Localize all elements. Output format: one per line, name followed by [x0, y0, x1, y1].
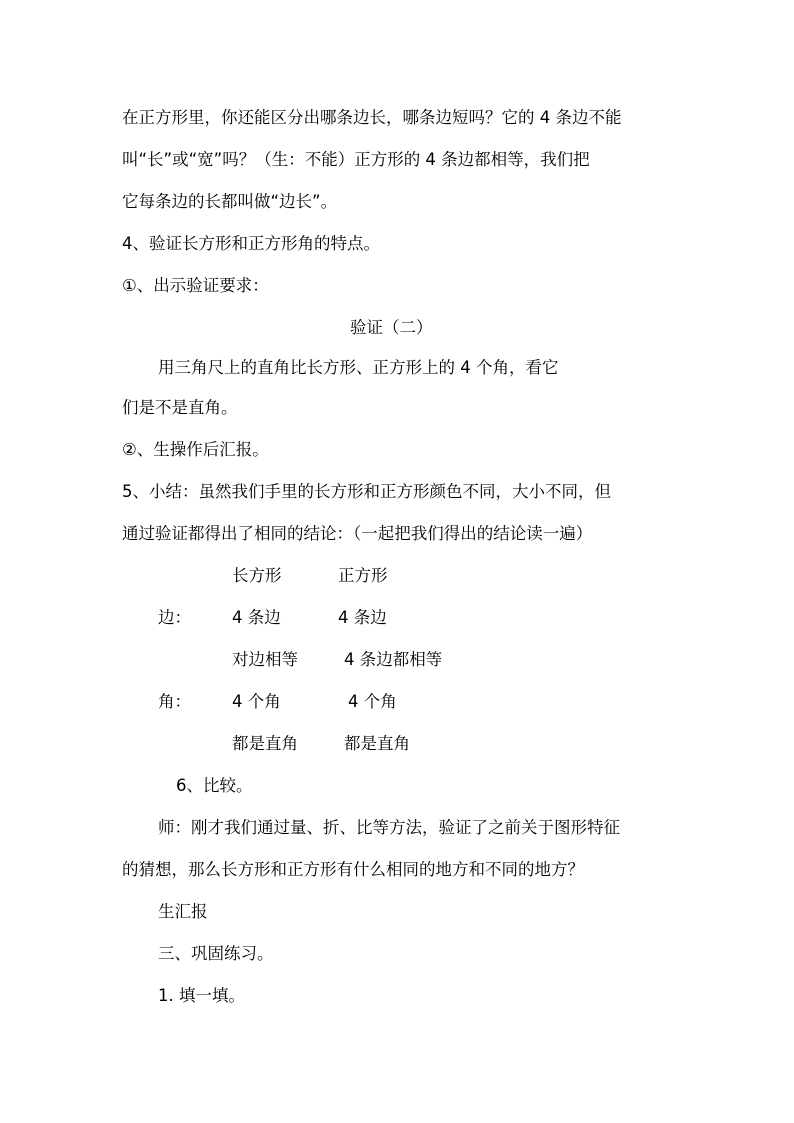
teacher-line-1: 师：刚才我们通过量、折、比等方法，验证了之前关于图形特征 — [158, 818, 620, 837]
header-square: 正方形 — [338, 566, 388, 585]
paragraph-line-1: 在正方形里，你还能区分出哪条边长，哪条边短吗？它的 4 条边不能 — [122, 108, 622, 127]
header-rectangle: 长方形 — [232, 566, 282, 585]
step-5-line-2: 通过验证都得出了相同的结论：（一起把我们得出的结论读一遍） — [122, 524, 593, 543]
edge-rect-1: 4 条边 — [232, 608, 281, 627]
teacher-line-2: 的猜想，那么长方形和正方形有什么相同的地方和不同的地方？ — [122, 860, 584, 879]
edge-label: 边： — [158, 608, 191, 627]
edge-square-1: 4 条边 — [338, 608, 387, 627]
verify-text-line-1: 用三角尺上的直角比长方形、正方形上的 4 个角，看它 — [158, 358, 559, 377]
verify-title: 验证（二） — [350, 318, 433, 337]
angle-label: 角： — [158, 692, 191, 711]
angle-square-1: 4 个角 — [348, 692, 397, 711]
step-5-line-1: 5、小结：虽然我们手里的长方形和正方形颜色不同，大小不同，但 — [122, 482, 611, 501]
angle-rect-1: 4 个角 — [232, 692, 281, 711]
paragraph-line-2: 叫“长”或“宽”吗？（生：不能）正方形的 4 条边都相等，我们把 — [122, 150, 590, 169]
student-report: 生汇报 — [158, 902, 208, 921]
angle-rect-2: 都是直角 — [232, 734, 298, 753]
step-4-heading: 4、验证长方形和正方形角的特点。 — [122, 234, 380, 253]
paragraph-line-3: 它每条边的长都叫做“边长”。 — [122, 192, 338, 211]
verify-text-line-2: 们是不是直角。 — [122, 398, 238, 417]
step-6-heading: 6、比较。 — [176, 776, 253, 795]
sub-step-1: ①、出示验证要求： — [122, 276, 269, 295]
edge-square-2: 4 条边都相等 — [344, 650, 443, 669]
practice-item-1: 1. 填一填。 — [158, 986, 245, 1005]
practice-section-heading: 三、巩固练习。 — [158, 944, 274, 963]
angle-square-2: 都是直角 — [344, 734, 410, 753]
sub-step-2: ②、生操作后汇报。 — [122, 440, 269, 459]
edge-rect-2: 对边相等 — [232, 650, 298, 669]
